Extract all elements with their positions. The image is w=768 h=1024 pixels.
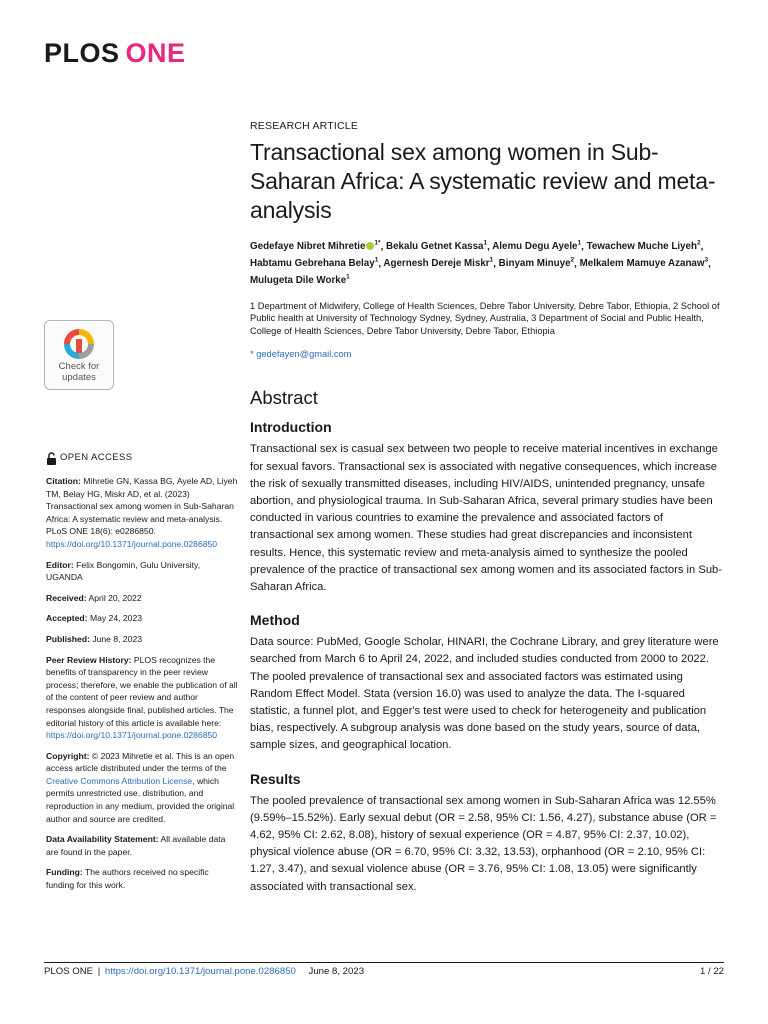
- citation-label: Citation:: [46, 476, 81, 486]
- author-name: Mulugeta Dile Worke$^1$: [250, 273, 350, 286]
- footer-doi-link[interactable]: https://doi.org/10.1371/journal.pone.0286850: [104, 966, 296, 977]
- author-name: Binyam Minuye$^2$: [498, 256, 575, 270]
- citation-text: Mihretie GN, Kassa BG, Ayele AD, Liyeh TM, Belay HG, Miskr AD, et al. (2023) Transactional sex among women in Sub-Saharan Africa: A systematic review and meta-analysis. PLoS ONE 18(6): e0286850.: [46, 476, 238, 537]
- abstract-heading: Abstract: [250, 387, 318, 409]
- author-name: Tewachew Muche Liyeh$^2$: [586, 240, 701, 253]
- published-label: Published:: [46, 633, 90, 644]
- copyright-text-2: , which permits unrestricted use, distribution, and reproduction in any medium, provided the original author and source are credited.: [46, 775, 235, 824]
- check-for-updates-line2: updates: [62, 372, 96, 383]
- license-link[interactable]: Creative Commons Attribution License: [46, 775, 193, 786]
- peer-review-label: Peer Review History:: [46, 654, 132, 665]
- author-affiliation-marker: 1: [489, 256, 494, 264]
- method-text: Data source: PubMed, Google Scholar, HINARI, the Cochrane Library, and grey literature were searched from March 6 to April 24, 2022, and included studies conducted from 2000 to 2022. The pooled prevalence of transactional sex and associated factors was estimated using Random Effect Model. Stata (version 16.0) was used to analyze the data. The I-squared statistic, a funnel plot, and Egger's test were used to check for heterogeneity and publication bias, respectively. A subgroup analysis was done based on the study years, source of data, sample sizes, and geographical location.: [250, 636, 719, 752]
- author-affiliation-marker: 3: [704, 256, 709, 264]
- footer-date: June 8, 2023: [308, 966, 365, 977]
- accepted-block: [46, 612, 238, 625]
- journal-logo: [44, 38, 186, 69]
- citation-block: [46, 475, 238, 551]
- editor-label: Editor:: [46, 559, 74, 570]
- accepted-label: Accepted:: [46, 613, 88, 624]
- open-access-label: [46, 452, 238, 465]
- editor-text: Felix Bongomin, Gulu University, UGANDA: [46, 559, 201, 583]
- corresponding-email[interactable]: * gedefayen@gmail.com: [250, 349, 352, 360]
- author-affiliation-marker: 1: [577, 240, 582, 247]
- footer-separator: |: [97, 966, 101, 977]
- introduction-heading: Introduction: [250, 419, 332, 436]
- author-affiliation-marker: 1*: [374, 240, 381, 247]
- author-affiliation-marker: 1: [346, 273, 350, 281]
- author-name: Gedefaye Nibret Mihretie $^{1*}$: [250, 240, 381, 253]
- check-for-updates-badge[interactable]: [44, 320, 114, 390]
- results-heading: Results: [250, 770, 301, 787]
- logo-one: ONE: [125, 38, 186, 68]
- author-affiliation-marker: 1: [483, 240, 488, 247]
- footer-divider: [44, 962, 724, 963]
- author-affiliation-marker: 2: [570, 256, 575, 264]
- copyright-label: Copyright:: [46, 750, 90, 761]
- introduction-text: Transactional sex is casual sex between two people to receive material incentives in exchange for sexual favors. Transactional sex is associated with negative consequences, which increase the risk of sexually transmitted diseases, including HIV/AIDS, unintended pregnancy, unsafe abortion, and physiological trauma. In Sub-Saharan Africa, several primary studies have been conducted in various countries to examine the prevalence and associated factors of transactional sex among women. These studies had great discrepancies and inconsistent results. Hence, this systematic review and meta-analysis aimed to synthesize the pooled prevalence of the practice of transactional sex among women and its associated factors in Sub-Saharan Africa.: [250, 443, 722, 593]
- author-name: Melkalem Mamuye Azanaw$^3$: [579, 256, 709, 270]
- open-access-text: OPEN ACCESS: [60, 452, 133, 464]
- method-heading: Method: [250, 612, 300, 629]
- peer-review-link[interactable]: https://doi.org/10.1371/journal.pone.0286850: [46, 730, 218, 741]
- logo-plos: PLOS: [44, 38, 120, 68]
- editor-block: [46, 559, 238, 584]
- affiliations: 1 Department of Midwifery, College of Health Sciences, Debre Tabor University, Debre Tabor, Ethiopia, 2 School of Public health at University of Technology Sydney, Sydney, Australia, 3 Department of Social and Public Health, College of Health Sciences, Debre Tabor University, Debre Tabor, Ethiopia: [250, 300, 720, 336]
- citation-doi-link[interactable]: https://doi.org/10.1371/journal.pone.0286850: [46, 538, 218, 549]
- page-number: 1 / 22: [699, 966, 724, 977]
- funding-label: Funding:: [46, 867, 83, 878]
- article-title: Transactional sex among women in Sub-Saharan Africa: A systematic review and meta-analysis: [250, 139, 716, 223]
- author-list: Gedefaye Nibret Mihretie $^{1*}$, Bekalu Getnet Kassa$^1$, Alemu Degu Ayele$^1$, Tewachew Muche Liyeh$^2$, Habtamu Gebrehana Belay$^1$, Agernesh Dereje Miskr$^1$, Binyam Minuye$^2$, Melkalem Mamuye Azanaw$^3$, Mulugeta Dile Worke$^1$: [250, 240, 711, 286]
- results-text: The pooled prevalence of transactional sex among women in Sub-Saharan Africa was 12.55% (9.59%–15.52%). Early sexual debut (OR = 2.58, 95% CI: 1.56, 4.27), substance abuse (OR = 4.62, 95% CI: 2.62, 8.08), history of sexual experience (OR = 4.87, 95% CI: 2.37, 10.02), physical violence abuse (OR = 6.70, 95% CI: 3.32, 13.53), orphanhood (OR = 2.10, 95% CI: 1.27, 3.47), and sexual violence abuse (OR = 3.76, 95% CI: 1.08, 13.05) were significantly associated with transactional sex.: [250, 794, 717, 893]
- received-label: Received:: [46, 592, 87, 603]
- author-affiliation-marker: 2: [696, 240, 701, 247]
- peer-review-text: PLOS recognizes the benefits of transparency in the peer review process; therefore, we enable the publication of all of the content of peer review and author responses alongside final, published articles. The editorial history of this article is available here:: [46, 654, 238, 728]
- article-info-sidebar: [46, 452, 238, 900]
- author-name: Bekalu Getnet Kassa$^1$: [386, 240, 488, 253]
- article-type: RESEARCH ARTICLE: [250, 120, 359, 132]
- received-text: April 20, 2022: [88, 592, 142, 603]
- data-availability-label: Data Availability Statement:: [46, 834, 159, 845]
- footer-journal: PLOS ONE: [44, 966, 94, 977]
- author-name: Agernesh Dereje Miskr$^1$: [383, 256, 494, 270]
- peer-review-block: [46, 654, 238, 742]
- check-for-updates-line1: Check for: [58, 361, 100, 372]
- open-lock-icon: [46, 452, 57, 465]
- copyright-block: [46, 750, 238, 826]
- funding-text: The authors received no specific funding for this work.: [46, 867, 209, 891]
- author-name: Alemu Degu Ayele$^1$: [492, 240, 582, 253]
- author-affiliation-marker: 1: [374, 256, 379, 264]
- data-availability-block: [46, 833, 238, 858]
- copyright-text-1: © 2023 Mihretie et al. This is an open access article distributed under the terms of the: [46, 750, 235, 774]
- published-text: June 8, 2023: [92, 633, 143, 644]
- accepted-text: May 24, 2023: [89, 613, 143, 624]
- received-block: [46, 592, 238, 605]
- author-name: Habtamu Gebrehana Belay$^1$: [250, 256, 379, 270]
- published-block: [46, 633, 238, 646]
- article-main-column: [250, 120, 724, 912]
- page-footer: [44, 966, 724, 977]
- funding-block: [46, 866, 238, 891]
- check-for-updates-icon: [62, 327, 96, 361]
- data-availability-text: All available data are found in the paper.: [46, 834, 226, 857]
